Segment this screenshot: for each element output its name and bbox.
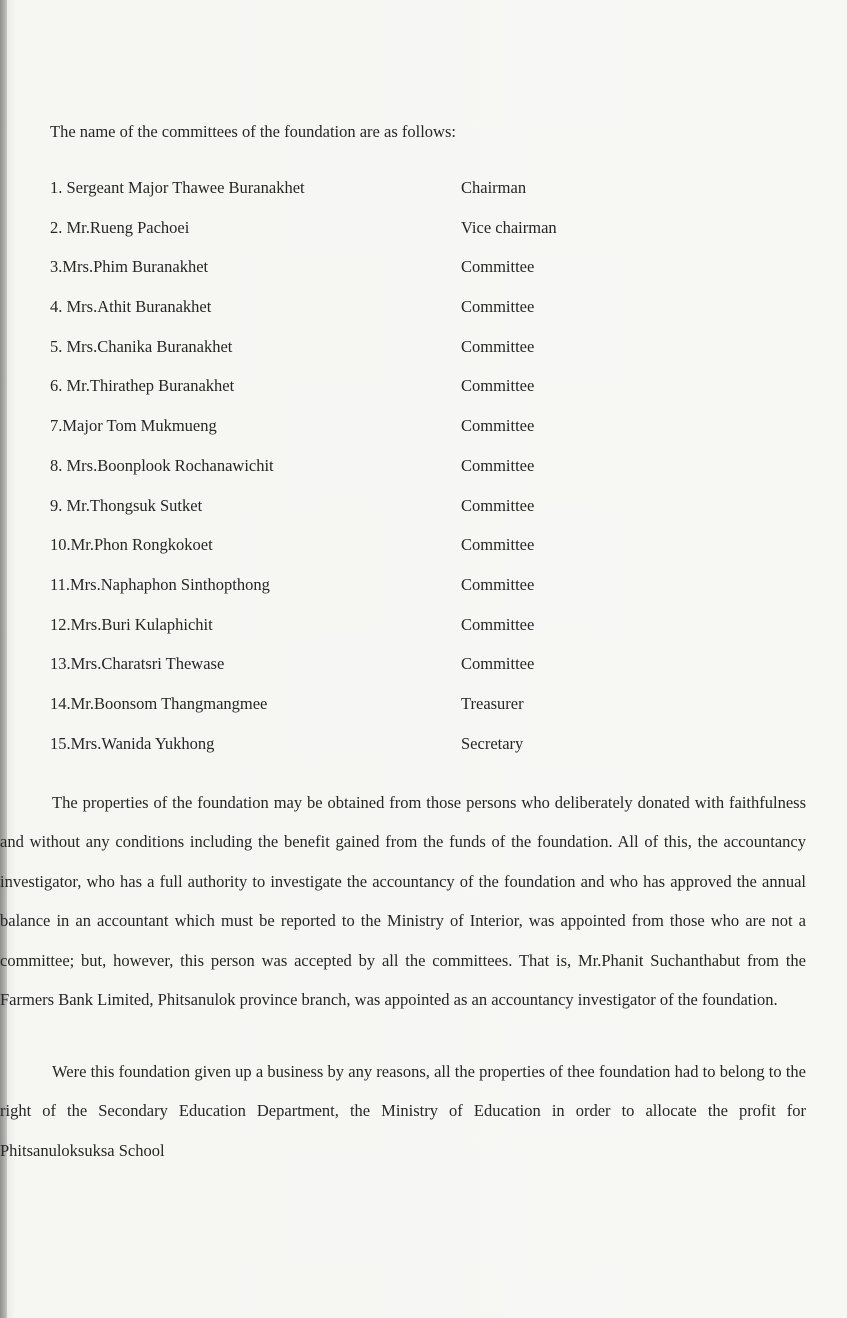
committee-row: [50, 178, 670, 218]
member-name: 13.Mrs.Charatsri Thewase: [50, 654, 225, 674]
committee-row: [50, 615, 670, 655]
member-role: Committee: [461, 455, 535, 475]
member-role: Committee: [461, 574, 535, 594]
member-name: 11.Mrs.Naphaphon Sinthopthong: [50, 574, 270, 594]
member-role: Committee: [461, 535, 535, 555]
committee-row: [50, 654, 670, 694]
committee-row: [50, 496, 670, 536]
properties-paragraph: The properties of the foundation may be obtained from those persons who deliberately donated with faithfulness and without any conditions including the benefit gained from the funds of the foundation. All of this, the accountancy investigator, who has a full authority to investigate the accountancy of the foundation and who has approved the annual balance in an accountant which must be reported to the Ministry of Interior, was appointed from those who are not a committee; but, however, this person was accepted by all the committees. That is, Mr.Phanit Suchanthabut from the Farmers Bank Limited, Phitsanulok province branch, was appointed as an accountancy investigator of the foundation.: [0, 793, 806, 1010]
member-name: 6. Mr.Thirathep Buranakhet: [50, 376, 235, 396]
member-name: 9. Mr.Thongsuk Sutket: [50, 495, 203, 515]
member-name: 1. Sergeant Major Thawee Buranakhet: [50, 178, 305, 197]
member-role: Committee: [461, 257, 535, 277]
member-role: Committee: [461, 495, 535, 515]
committee-row: [50, 575, 670, 615]
member-name: 8. Mrs.Boonplook Rochanawichit: [50, 455, 274, 475]
member-role: Committee: [461, 416, 535, 436]
committee-row: [50, 694, 670, 734]
member-role: Committee: [461, 297, 535, 317]
dissolution-paragraph: Were this foundation given up a business by any reasons, all the properties of thee foundation had to belong to the right of the Secondary Education Department, the Ministry of Education in order to allocate the profit for Phitsanuloksuksa School: [0, 1062, 806, 1160]
member-role: Committee: [461, 654, 535, 674]
member-role: Committee: [461, 614, 535, 634]
member-role: Vice chairman: [461, 217, 557, 237]
committee-row: [50, 535, 670, 575]
member-name: 10.Mr.Phon Rongkokoet: [50, 535, 213, 555]
member-name: 7.Major Tom Mukmueng: [50, 416, 217, 436]
committee-row: [50, 734, 670, 774]
member-name: 2. Mr.Rueng Pachoei: [50, 217, 190, 237]
committee-row: [50, 257, 670, 297]
member-role: Chairman: [461, 178, 527, 197]
committee-row: [50, 218, 670, 258]
member-name: 4. Mrs.Athit Buranakhet: [50, 297, 212, 317]
committee-row: [50, 456, 670, 496]
committee-intro: The name of the committees of the foundation are as follows:: [50, 122, 456, 141]
committee-list: [50, 178, 670, 773]
member-role: Committee: [461, 376, 535, 396]
member-name: 12.Mrs.Buri Kulaphichit: [50, 614, 213, 634]
member-role: Treasurer: [461, 693, 524, 713]
committee-row: [50, 376, 670, 416]
member-name: 15.Mrs.Wanida Yukhong: [50, 733, 215, 753]
member-name: 14.Mr.Boonsom Thangmangmee: [50, 693, 268, 713]
committee-row: [50, 337, 670, 377]
member-name: 3.Mrs.Phim Buranakhet: [50, 257, 209, 277]
committee-row: [50, 416, 670, 456]
member-name: 5. Mrs.Chanika Buranakhet: [50, 336, 233, 356]
member-role: Secretary: [461, 733, 524, 753]
member-role: Committee: [461, 336, 535, 356]
committee-row: [50, 297, 670, 337]
